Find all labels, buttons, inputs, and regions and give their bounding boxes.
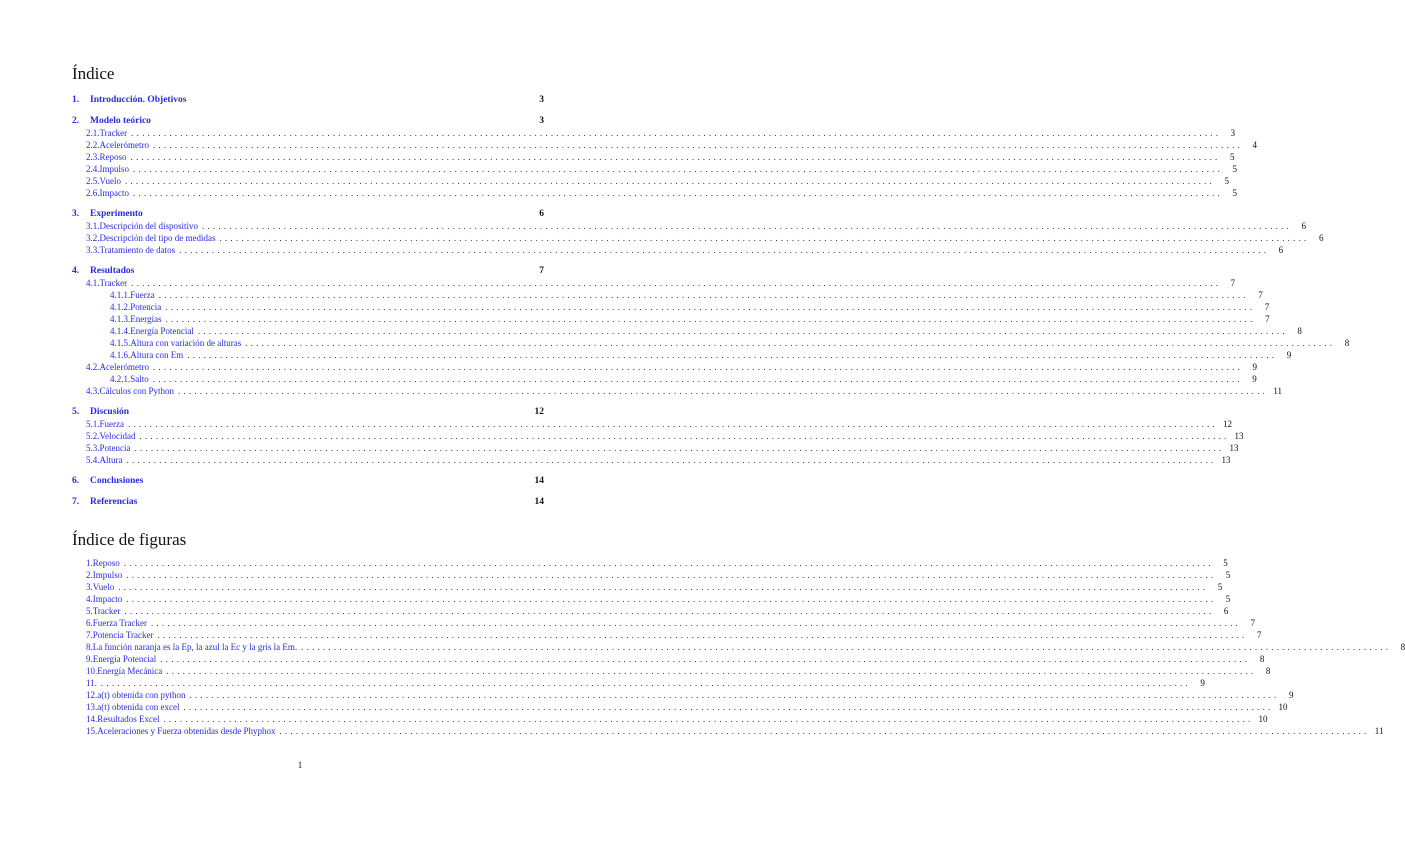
dot-leader: ........................................................................................................................................................................................................ — [245, 338, 1336, 348]
entry-number: 4.1.2. — [110, 302, 131, 312]
entry-title[interactable]: Conclusiones — [90, 476, 144, 486]
toc-entry[interactable] — [72, 289, 1263, 301]
entry-page-number: 12 — [534, 407, 544, 417]
page-number: 1 — [297, 760, 303, 770]
dot-leader: ........................................................................................................................................................................................................ — [166, 666, 1257, 676]
entry-title[interactable]: Vuelo — [92, 582, 115, 592]
entry-title[interactable]: Potencia — [99, 443, 131, 453]
toc-entry[interactable] — [72, 220, 1306, 232]
entry-title[interactable]: Potencia Tracker — [92, 630, 154, 640]
entry-page-number: 6 — [1318, 233, 1324, 243]
figure-entry[interactable] — [72, 653, 1265, 665]
dot-leader: ........................................................................................................................................................................................................ — [219, 233, 1310, 243]
entry-number: 2. — [72, 116, 80, 126]
toc-entry[interactable] — [72, 454, 1231, 466]
table-of-contents — [72, 94, 1350, 508]
entry-title[interactable]: La función naranja es la Ep, la azul la Ec y la gris la Em. — [92, 642, 298, 652]
entry-title[interactable]: Resultados — [90, 266, 135, 276]
entry-page-number: 8 — [1344, 338, 1350, 348]
figure-entry[interactable] — [72, 557, 1228, 569]
entry-number: 7. — [86, 630, 93, 640]
entry-page-number: 7 — [1265, 314, 1270, 324]
entry-number: 3. — [86, 582, 93, 592]
entry-page-number: 3 — [1230, 128, 1236, 138]
entry-number: 4.3. — [86, 386, 100, 396]
dot-leader: ........................................................................................................................................................................................................ — [118, 582, 1209, 592]
figure-entry[interactable] — [72, 677, 1205, 689]
entry-title[interactable]: Energía Potencial — [130, 326, 194, 336]
entry-page-number: 7 — [1257, 630, 1262, 640]
toc-entry[interactable] — [72, 442, 1239, 454]
entry-page-number: 10 — [1258, 714, 1268, 724]
dot-leader: ........................................................................................................................................................................................................ — [134, 443, 1225, 453]
entry-title[interactable]: Acelerómetro — [99, 140, 149, 150]
entry-title[interactable]: Acelerómetro — [99, 362, 149, 372]
entry-number: 2.1. — [86, 128, 100, 138]
entry-page-number: 13 — [1229, 443, 1239, 453]
dot-leader: ........................................................................................................................................................................................................ — [189, 690, 1280, 700]
entry-title[interactable]: Experimento — [90, 209, 143, 219]
entry-number: 2. — [86, 570, 93, 580]
entry-number: 13. — [86, 702, 98, 712]
dot-leader: ........................................................................................................................................................................................................ — [139, 431, 1230, 441]
entry-title[interactable]: Impulso — [99, 164, 130, 174]
figures-heading: Índice de figuras — [72, 530, 187, 549]
entry-number: 1. — [72, 95, 80, 105]
entry-title[interactable]: Tracker — [92, 606, 121, 616]
dot-leader: ........................................................................................................................................................................................................ — [123, 558, 1214, 568]
toc-entry[interactable] — [72, 163, 1238, 175]
entry-page-number: 13 — [1221, 455, 1231, 465]
entry-page-number: 5 — [1225, 594, 1231, 604]
entry-number: 5.2. — [86, 431, 100, 441]
entry-number: 14. — [86, 714, 98, 724]
toc-entry[interactable] — [72, 175, 1229, 187]
entry-page-number: 8 — [1265, 666, 1271, 676]
entry-page-number: 6 — [1278, 245, 1284, 255]
entry-title[interactable]: Fuerza — [130, 290, 155, 300]
entry-title[interactable]: Reposo — [99, 152, 127, 162]
entry-number: 4.1.3. — [110, 314, 131, 324]
entry-page-number: 9 — [1252, 362, 1257, 372]
entry-title[interactable]: Tracker — [99, 278, 128, 288]
entry-page-number: 8 — [1400, 642, 1405, 652]
entry-title[interactable]: Descripción del dispositivo — [99, 221, 198, 231]
entry-number: 4.2. — [86, 362, 100, 372]
entry-title[interactable]: Aceleraciones y Fuerza obtenidas desde Phyphox — [97, 726, 276, 736]
entry-number: 2.6. — [86, 188, 100, 198]
dot-leader: ........................................................................................................................................................................................................ — [183, 702, 1274, 712]
entry-number: 15. — [86, 726, 98, 736]
dot-leader: ........................................................................................................................................................................................................ — [131, 278, 1222, 288]
dot-leader: ........................................................................................................................................................................................................ — [179, 245, 1270, 255]
entry-number: 3.3. — [86, 245, 100, 255]
entry-title[interactable]: a(t) obtenida con excel — [97, 702, 180, 712]
dot-leader: ........................................................................................................................................................................................................ — [202, 221, 1292, 231]
entry-number: 4.1. — [86, 278, 100, 288]
entry-number: 4.2.1. — [110, 374, 131, 384]
entry-page-number: 12 — [1223, 419, 1232, 429]
dot-leader: ........................................................................................................................................................................................................ — [301, 642, 1392, 652]
entry-title[interactable]: Impulso — [92, 570, 123, 580]
entry-page-number: 6 — [539, 209, 544, 219]
entry-title[interactable]: Altura — [99, 455, 123, 465]
toc-entry[interactable] — [72, 187, 1237, 199]
entry-number: 4.1.4. — [110, 326, 131, 336]
entry-page-number: 13 — [1234, 431, 1244, 441]
toc-entry[interactable] — [72, 385, 1282, 397]
entry-number: 5. — [72, 407, 80, 417]
entry-page-number: 9 — [1252, 374, 1257, 384]
entry-page-number: 7 — [1230, 278, 1236, 288]
dot-leader: ........................................................................................................................................................................................................ — [100, 678, 1191, 688]
entry-page-number: 7 — [1258, 290, 1263, 300]
entry-page-number: 3 — [539, 95, 544, 105]
dot-leader: ........................................................................................................................................................................................................ — [279, 726, 1370, 736]
entry-number: 4.1.1. — [110, 290, 131, 300]
entry-number: 6. — [86, 618, 93, 628]
dot-leader: ........................................................................................................................................................................................................ — [128, 419, 1218, 429]
entry-title[interactable]: Energías — [130, 314, 162, 324]
toc-entry[interactable] — [72, 127, 1236, 139]
dot-leader: ........................................................................................................................................................................................................ — [133, 188, 1223, 198]
dot-leader: ........................................................................................................................................................................................................ — [124, 176, 1215, 186]
entry-page-number: 9 — [1200, 678, 1205, 688]
entry-page-number: 6 — [1223, 606, 1229, 616]
entry-number: 11. — [86, 678, 97, 688]
entry-number: 12. — [86, 690, 98, 700]
entry-number: 4. — [72, 266, 80, 276]
entry-number: 10. — [86, 666, 98, 676]
entry-title[interactable]: Tracker — [99, 128, 128, 138]
toc-entry[interactable] — [72, 418, 1232, 430]
dot-leader: ........................................................................................................................................................................................................ — [165, 302, 1256, 312]
entry-title[interactable]: Fuerza Tracker — [92, 618, 147, 628]
figure-entry[interactable] — [72, 725, 1384, 737]
entry-number: 5. — [86, 606, 93, 616]
entry-page-number: 8 — [1297, 326, 1302, 336]
toc-entry[interactable] — [72, 151, 1235, 163]
entry-number: 3. — [72, 209, 80, 219]
figure-entry[interactable] — [72, 701, 1288, 713]
entry-title[interactable]: Reposo — [92, 558, 120, 568]
entry-title[interactable]: Salto — [130, 374, 149, 384]
figure-entry[interactable] — [72, 617, 1255, 629]
entry-number: 2.3. — [86, 152, 100, 162]
dot-leader: ........................................................................................................................................................................................................ — [126, 570, 1217, 580]
entry-page-number: 5 — [1232, 164, 1238, 174]
figure-entry[interactable] — [72, 593, 1231, 605]
entry-page-number: 3 — [539, 116, 544, 126]
entry-number: 8. — [86, 642, 93, 652]
entry-title[interactable]: Introducción. Objetivos — [90, 95, 187, 105]
entry-number: 3.1. — [86, 221, 100, 231]
dot-leader: ........................................................................................................................................................................................................ — [124, 606, 1215, 616]
dot-leader: ........................................................................................................................................................................................................ — [152, 140, 1243, 150]
entry-number: 1. — [86, 558, 93, 568]
figure-entry[interactable] — [72, 629, 1262, 641]
toc-entry[interactable] — [72, 430, 1244, 442]
entry-title[interactable]: Fuerza — [99, 419, 124, 429]
toc-entry[interactable] — [72, 94, 544, 106]
entry-page-number: 11 — [1273, 386, 1282, 396]
dot-leader: ........................................................................................................................................................................................................ — [152, 374, 1243, 384]
entry-title[interactable]: Resultados Excel — [97, 714, 160, 724]
toc-entry[interactable] — [72, 373, 1257, 385]
toc-entry[interactable] — [72, 325, 1302, 337]
entry-title[interactable]: Energía Mecánica — [97, 666, 163, 676]
entry-number: 5.1. — [86, 419, 100, 429]
entry-page-number: 6 — [1301, 221, 1306, 231]
dot-leader: ........................................................................................................................................................................................................ — [126, 455, 1217, 465]
entry-number: 2.2. — [86, 140, 100, 150]
dot-leader: ........................................................................................................................................................................................................ — [163, 714, 1254, 724]
entry-page-number: 7 — [539, 266, 544, 276]
entry-page-number: 5 — [1232, 188, 1237, 198]
entry-page-number: 7 — [1250, 618, 1255, 628]
entry-number: 6. — [72, 476, 80, 486]
figure-entry[interactable] — [72, 581, 1223, 593]
toc-entry[interactable] — [72, 208, 544, 220]
entry-page-number: 5 — [1224, 176, 1229, 186]
figure-entry[interactable] — [72, 665, 1271, 677]
entry-title[interactable]: Altura con Em — [130, 350, 184, 360]
entry-title[interactable]: Cálculos con Python — [99, 386, 174, 396]
entry-title[interactable]: Energía Potencial — [92, 654, 157, 664]
dot-leader: ........................................................................................................................................................................................................ — [197, 326, 1288, 336]
figure-entry[interactable] — [72, 605, 1229, 617]
entry-title[interactable]: a(t) obtenida con python — [97, 690, 186, 700]
entry-page-number: 7 — [1264, 302, 1270, 312]
entry-number: 5.4. — [86, 455, 100, 465]
dot-leader: ........................................................................................................................................................................................................ — [133, 164, 1224, 174]
entry-number: 2.5. — [86, 176, 100, 186]
entry-title[interactable]: Impacto — [99, 188, 129, 198]
entry-title[interactable]: Vuelo — [99, 176, 121, 186]
entry-title[interactable]: Altura con variación de alturas — [130, 338, 242, 348]
entry-number: 7. — [72, 497, 80, 507]
entry-page-number: 10 — [1278, 702, 1288, 712]
entry-page-number: 5 — [1223, 558, 1228, 568]
entry-title[interactable]: Modelo teórico — [90, 116, 151, 126]
entry-page-number: 9 — [1286, 350, 1292, 360]
entry-number: 4. — [86, 594, 93, 604]
entry-page-number: 5 — [1217, 582, 1223, 592]
dot-leader: ........................................................................................................................................................................................................ — [131, 128, 1222, 138]
dot-leader: ........................................................................................................................................................................................................ — [152, 362, 1243, 372]
entry-page-number: 9 — [1288, 690, 1294, 700]
toc-entry[interactable] — [72, 361, 1257, 373]
entry-page-number: 8 — [1259, 654, 1265, 664]
figure-entry[interactable] — [72, 641, 1405, 653]
dot-leader: ........................................................................................................................................................................................................ — [126, 594, 1217, 604]
entry-page-number: 4 — [1252, 140, 1257, 150]
figure-entry[interactable] — [72, 713, 1268, 725]
toc-entry[interactable] — [72, 475, 544, 487]
entry-number: 2.4. — [86, 164, 100, 174]
dot-leader: ........................................................................................................................................................................................................ — [130, 152, 1221, 162]
entry-title[interactable]: Impacto — [92, 594, 123, 604]
list-of-figures — [72, 557, 1405, 737]
toc-entry[interactable] — [72, 349, 1292, 361]
toc-entry[interactable] — [72, 406, 544, 418]
entry-number: 4.1.6. — [110, 350, 131, 360]
entry-page-number: 5 — [1225, 570, 1231, 580]
entry-page-number: 11 — [1374, 726, 1384, 736]
toc-entry[interactable] — [72, 313, 1270, 325]
entry-page-number: 14 — [534, 497, 544, 507]
entry-number: 4.1.5. — [110, 338, 131, 348]
toc-entry[interactable] — [72, 265, 544, 277]
dot-leader: ........................................................................................................................................................................................................ — [165, 314, 1256, 324]
entry-page-number: 14 — [534, 476, 544, 486]
entry-number: 5.3. — [86, 443, 100, 453]
figure-entry[interactable] — [72, 569, 1231, 581]
toc-entry[interactable] — [72, 115, 544, 127]
entry-number: 9. — [86, 654, 93, 664]
entry-title[interactable]: Descripción del tipo de medidas — [99, 233, 216, 243]
dot-leader: ........................................................................................................................................................................................................ — [158, 290, 1249, 300]
dot-leader: ........................................................................................................................................................................................................ — [160, 654, 1251, 664]
dot-leader: ........................................................................................................................................................................................................ — [178, 386, 1268, 396]
toc-entry[interactable] — [72, 139, 1257, 151]
entry-title[interactable]: Potencia — [130, 302, 162, 312]
entry-page-number: 5 — [1230, 152, 1235, 162]
toc-entry[interactable] — [72, 244, 1284, 256]
entry-title[interactable]: Velocidad — [99, 431, 136, 441]
toc-entry[interactable] — [72, 277, 1236, 289]
entry-number: 3.2. — [86, 233, 100, 243]
toc-heading: Índice — [72, 64, 115, 83]
entry-title[interactable]: Discusión — [90, 407, 130, 417]
entry-title[interactable]: Referencias — [90, 497, 138, 507]
dot-leader: ........................................................................................................................................................................................................ — [187, 350, 1278, 360]
entry-title[interactable]: Tratamiento de datos — [99, 245, 176, 255]
toc-entry[interactable] — [72, 301, 1270, 313]
dot-leader: ........................................................................................................................................................................................................ — [150, 618, 1241, 628]
toc-entry[interactable] — [72, 337, 1350, 349]
figure-entry[interactable] — [72, 689, 1294, 701]
toc-entry[interactable] — [72, 496, 544, 508]
toc-entry[interactable] — [72, 232, 1324, 244]
dot-leader: ........................................................................................................................................................................................................ — [157, 630, 1248, 640]
